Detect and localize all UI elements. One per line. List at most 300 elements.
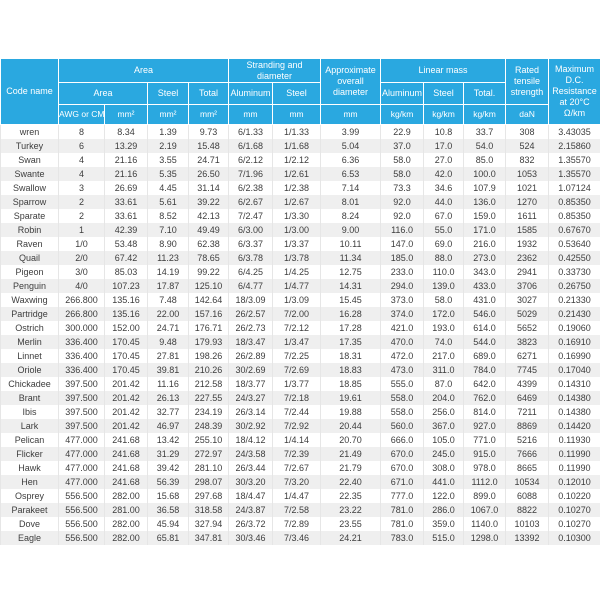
unit-area-aluminum: mm² [105,105,148,125]
cell-mass-total: 614.0 [464,321,506,335]
cell-mass-steel: 42.0 [424,167,464,181]
cell-stranding-aluminum: 24/3.27 [229,391,273,405]
cell-size-awg-or-cm: 3 [59,181,105,195]
cell-mass-steel: 105.0 [424,433,464,447]
header-overall-diameter: Approximate overall diameter [321,59,381,105]
cell-mass-aluminum: 560.0 [381,419,424,433]
unit-area-total: mm² [189,105,229,125]
cell-mass-steel: 172.0 [424,307,464,321]
cell-max-dc-resistance: 0.21330 [549,293,600,307]
cell-code-name: Turkey [1,139,59,153]
cell-area-aluminum: 21.16 [105,167,148,181]
cell-code-name: Swallow [1,181,59,195]
cell-mass-steel: 308.0 [424,461,464,475]
cell-code-name: Hen [1,475,59,489]
cell-rated-tensile-strength: 10103 [506,517,549,531]
cell-stranding-aluminum: 6/2.67 [229,195,273,209]
cell-max-dc-resistance: 0.14420 [549,419,600,433]
cell-area-steel: 45.94 [148,517,189,531]
cell-area-steel: 8.90 [148,237,189,251]
cell-stranding-aluminum: 26/3.44 [229,461,273,475]
cell-mass-total: 107.9 [464,181,506,195]
cell-code-name: wren [1,125,59,140]
cell-size-awg-or-cm: 397.500 [59,377,105,391]
table-row [1,391,600,405]
cell-rated-tensile-strength: 8822 [506,503,549,517]
cell-area-aluminum: 107.23 [105,279,148,293]
cell-mass-total: 915.0 [464,447,506,461]
cell-stranding-aluminum: 6/1.68 [229,139,273,153]
cell-mass-steel: 122.0 [424,489,464,503]
cell-size-awg-or-cm: 397.500 [59,391,105,405]
cell-stranding-aluminum: 26/2.57 [229,307,273,321]
cell-area-aluminum: 241.68 [105,475,148,489]
cell-code-name: Hawk [1,461,59,475]
cell-area-steel: 7.10 [148,223,189,237]
cell-area-steel: 65.81 [148,531,189,545]
cell-max-dc-resistance: 2.15860 [549,139,600,153]
cell-area-total: 42.13 [189,209,229,223]
cell-mass-steel: 10.8 [424,125,464,140]
cell-rated-tensile-strength: 10534 [506,475,549,489]
header-area-sub: Area [59,83,148,105]
cell-rated-tensile-strength: 308 [506,125,549,140]
cell-stranding-steel: 1/4.77 [273,279,321,293]
cell-overall-diameter: 22.40 [321,475,381,489]
cell-max-dc-resistance: 0.14380 [549,405,600,419]
cell-area-aluminum: 135.16 [105,307,148,321]
cell-max-dc-resistance: 0.53640 [549,237,600,251]
cell-area-total: 227.55 [189,391,229,405]
cell-overall-diameter: 18.85 [321,377,381,391]
cell-stranding-steel: 7/3.46 [273,531,321,545]
cell-area-total: 15.48 [189,139,229,153]
cell-mass-total: 216.0 [464,237,506,251]
cell-area-aluminum: 241.68 [105,433,148,447]
cell-stranding-aluminum: 26/3.14 [229,405,273,419]
cell-mass-steel: 311.0 [424,363,464,377]
cell-area-aluminum: 13.29 [105,139,148,153]
cell-area-total: 210.26 [189,363,229,377]
cell-max-dc-resistance: 0.33730 [549,265,600,279]
cell-mass-total: 814.0 [464,405,506,419]
cell-area-steel: 1.39 [148,125,189,140]
cell-mass-aluminum: 37.0 [381,139,424,153]
cell-stranding-steel: 7/2.89 [273,517,321,531]
cell-stranding-steel: 7/2.69 [273,363,321,377]
cell-mass-total: 978.0 [464,461,506,475]
cell-overall-diameter: 12.75 [321,265,381,279]
cell-stranding-aluminum: 6/4.25 [229,265,273,279]
cell-mass-aluminum: 58.0 [381,153,424,167]
unit-overall-diameter: mm [321,105,381,125]
cell-overall-diameter: 20.70 [321,433,381,447]
cell-max-dc-resistance: 1.35570 [549,167,600,181]
cell-max-dc-resistance: 0.85350 [549,209,600,223]
cell-mass-aluminum: 777.0 [381,489,424,503]
cell-mass-total: 85.0 [464,153,506,167]
cell-area-aluminum: 21.16 [105,153,148,167]
cell-stranding-steel: 7/2.58 [273,503,321,517]
cell-overall-diameter: 23.55 [321,517,381,531]
cell-mass-total: 1112.0 [464,475,506,489]
cell-mass-aluminum: 233.0 [381,265,424,279]
header-linear-mass-group: Linear mass [381,59,506,83]
cell-area-steel: 7.48 [148,293,189,307]
cell-area-steel: 4.45 [148,181,189,195]
cell-code-name: Penguin [1,279,59,293]
cell-mass-aluminum: 373.0 [381,293,424,307]
cell-stranding-aluminum: 24/3.87 [229,503,273,517]
cell-rated-tensile-strength: 5652 [506,321,549,335]
cell-mass-aluminum: 670.0 [381,461,424,475]
cell-stranding-steel: 7/2.25 [273,349,321,363]
cell-stranding-steel: 1/4.47 [273,489,321,503]
cell-stranding-aluminum: 18/3.47 [229,335,273,349]
header-mass-total: Total. [464,83,506,105]
cell-area-steel: 31.29 [148,447,189,461]
cell-mass-steel: 58.0 [424,293,464,307]
cell-stranding-steel: 1/2.12 [273,153,321,167]
table-row [1,405,600,419]
header-row-groups [1,59,600,83]
cell-overall-diameter: 22.35 [321,489,381,503]
cell-size-awg-or-cm: 397.500 [59,405,105,419]
cell-max-dc-resistance: 0.10220 [549,489,600,503]
cell-rated-tensile-strength: 7211 [506,405,549,419]
cell-mass-total: 433.0 [464,279,506,293]
cell-area-aluminum: 85.03 [105,265,148,279]
cell-area-steel: 15.68 [148,489,189,503]
cell-mass-total: 546.0 [464,307,506,321]
cell-code-name: Parakeet [1,503,59,517]
cell-overall-diameter: 8.01 [321,195,381,209]
cell-max-dc-resistance: 0.67670 [549,223,600,237]
table-row [1,433,600,447]
cell-area-aluminum: 282.00 [105,489,148,503]
header-area-total: Total [189,83,229,105]
table-row [1,279,600,293]
cell-max-dc-resistance: 0.19060 [549,321,600,335]
cell-mass-aluminum: 73.3 [381,181,424,195]
cell-size-awg-or-cm: 477.000 [59,447,105,461]
cell-stranding-steel: 1/2.67 [273,195,321,209]
cell-rated-tensile-strength: 832 [506,153,549,167]
cell-area-aluminum: 201.42 [105,419,148,433]
cell-code-name: Partridge [1,307,59,321]
cell-rated-tensile-strength: 3706 [506,279,549,293]
cell-mass-aluminum: 472.0 [381,349,424,363]
cell-code-name: Merlin [1,335,59,349]
cell-stranding-aluminum: 6/2.12 [229,153,273,167]
cell-area-total: 157.16 [189,307,229,321]
cell-area-aluminum: 201.42 [105,377,148,391]
table-row [1,447,600,461]
cell-mass-total: 343.0 [464,265,506,279]
cell-overall-diameter: 17.35 [321,335,381,349]
cell-area-steel: 11.23 [148,251,189,265]
cell-area-total: 347.81 [189,531,229,545]
cell-area-total: 327.94 [189,517,229,531]
cell-max-dc-resistance: 0.26750 [549,279,600,293]
cell-size-awg-or-cm: 266.800 [59,307,105,321]
cell-mass-total: 899.0 [464,489,506,503]
cell-stranding-steel: 7/2.00 [273,307,321,321]
cell-mass-aluminum: 670.0 [381,447,424,461]
cell-area-steel: 36.58 [148,503,189,517]
cell-mass-steel: 88.0 [424,251,464,265]
cell-max-dc-resistance: 3.43035 [549,125,600,140]
table-row [1,139,600,153]
cell-overall-diameter: 14.31 [321,279,381,293]
cell-mass-aluminum: 294.0 [381,279,424,293]
cell-mass-total: 273.0 [464,251,506,265]
cell-area-total: 49.49 [189,223,229,237]
cell-rated-tensile-strength: 5029 [506,307,549,321]
cell-mass-aluminum: 783.0 [381,531,424,545]
unit-stranding-aluminum: mm [229,105,273,125]
cell-mass-aluminum: 374.0 [381,307,424,321]
table-row [1,419,600,433]
cell-mass-aluminum: 421.0 [381,321,424,335]
cell-mass-total: 136.0 [464,195,506,209]
cell-overall-diameter: 18.83 [321,363,381,377]
cell-stranding-steel: 7/2.44 [273,405,321,419]
cell-code-name: Raven [1,237,59,251]
cell-mass-total: 642.0 [464,377,506,391]
cell-mass-aluminum: 147.0 [381,237,424,251]
cell-overall-diameter: 21.79 [321,461,381,475]
header-code-name: Code name [1,59,59,125]
table-row [1,363,600,377]
cell-area-aluminum: 282.00 [105,531,148,545]
cell-mass-total: 689.0 [464,349,506,363]
cell-rated-tensile-strength: 13392 [506,531,549,545]
cell-size-awg-or-cm: 4/0 [59,279,105,293]
cell-mass-total: 784.0 [464,363,506,377]
cell-code-name: Lark [1,419,59,433]
cell-area-aluminum: 152.00 [105,321,148,335]
cell-mass-total: 1067.0 [464,503,506,517]
cell-area-total: 125.10 [189,279,229,293]
cell-stranding-aluminum: 30/2.69 [229,363,273,377]
cell-area-total: 31.14 [189,181,229,195]
cell-code-name: Osprey [1,489,59,503]
cell-area-steel: 5.61 [148,195,189,209]
table-row [1,517,600,531]
cell-area-steel: 11.16 [148,377,189,391]
table-row [1,167,600,181]
cell-mass-steel: 34.6 [424,181,464,195]
cell-stranding-steel: 1/3.09 [273,293,321,307]
cell-code-name: Dove [1,517,59,531]
cell-overall-diameter: 23.22 [321,503,381,517]
cell-size-awg-or-cm: 1/0 [59,237,105,251]
cell-stranding-aluminum: 18/4.47 [229,489,273,503]
cell-mass-aluminum: 185.0 [381,251,424,265]
cell-stranding-aluminum: 26/3.72 [229,517,273,531]
cell-size-awg-or-cm: 336.400 [59,363,105,377]
cell-stranding-steel: 7/2.12 [273,321,321,335]
unit-stranding-steel: mm [273,105,321,125]
cell-size-awg-or-cm: 6 [59,139,105,153]
unit-area-steel: mm² [148,105,189,125]
cell-code-name: Pelican [1,433,59,447]
cell-area-total: 26.50 [189,167,229,181]
cell-mass-aluminum: 558.0 [381,405,424,419]
cell-area-aluminum: 26.69 [105,181,148,195]
cell-area-aluminum: 33.61 [105,209,148,223]
cell-stranding-steel: 1/4.14 [273,433,321,447]
cell-stranding-steel: 1/1.68 [273,139,321,153]
cell-area-aluminum: 241.68 [105,447,148,461]
cell-area-aluminum: 42.39 [105,223,148,237]
cell-mass-steel: 110.0 [424,265,464,279]
cell-code-name: Ostrich [1,321,59,335]
cell-overall-diameter: 6.53 [321,167,381,181]
table-row [1,181,600,195]
cell-stranding-steel: 1/2.38 [273,181,321,195]
cell-size-awg-or-cm: 397.500 [59,419,105,433]
header-stranding-steel: Steel [273,83,321,105]
cell-stranding-steel: 1/3.78 [273,251,321,265]
cell-code-name: Pigeon [1,265,59,279]
cell-area-steel: 56.39 [148,475,189,489]
cell-overall-diameter: 3.99 [321,125,381,140]
cell-area-aluminum: 53.48 [105,237,148,251]
header-mass-aluminum: Aluminum [381,83,424,105]
cell-mass-steel: 367.0 [424,419,464,433]
cell-size-awg-or-cm: 2/0 [59,251,105,265]
cell-area-total: 281.10 [189,461,229,475]
cell-area-aluminum: 170.45 [105,335,148,349]
cell-mass-total: 544.0 [464,335,506,349]
cell-overall-diameter: 24.21 [321,531,381,545]
unit-mass-aluminum: kg/km [381,105,424,125]
cell-stranding-aluminum: 26/2.73 [229,321,273,335]
cell-area-total: 179.93 [189,335,229,349]
cell-stranding-aluminum: 30/3.20 [229,475,273,489]
cell-mass-steel: 74.0 [424,335,464,349]
cell-area-steel: 14.19 [148,265,189,279]
cell-code-name: Sparate [1,209,59,223]
cell-rated-tensile-strength: 6469 [506,391,549,405]
table-row [1,265,600,279]
cell-max-dc-resistance: 0.42550 [549,251,600,265]
cell-size-awg-or-cm: 556.500 [59,517,105,531]
table-row [1,321,600,335]
conductor-spec-table [0,58,600,545]
cell-mass-aluminum: 666.0 [381,433,424,447]
cell-max-dc-resistance: 0.10270 [549,503,600,517]
cell-overall-diameter: 10.11 [321,237,381,251]
cell-mass-aluminum: 92.0 [381,195,424,209]
cell-stranding-aluminum: 6/2.38 [229,181,273,195]
cell-rated-tensile-strength: 2941 [506,265,549,279]
cell-stranding-aluminum: 7/2.47 [229,209,273,223]
cell-area-total: 298.07 [189,475,229,489]
cell-area-steel: 39.81 [148,363,189,377]
cell-max-dc-resistance: 0.17040 [549,363,600,377]
cell-area-steel: 9.48 [148,335,189,349]
cell-code-name: Swan [1,153,59,167]
cell-area-steel: 46.97 [148,419,189,433]
table-row [1,153,600,167]
cell-area-steel: 26.13 [148,391,189,405]
cell-stranding-aluminum: 24/3.58 [229,447,273,461]
header-area-group: Area [59,59,229,83]
cell-code-name: Linnet [1,349,59,363]
header-mass-steel: Steel [424,83,464,105]
cell-mass-steel: 44.0 [424,195,464,209]
table-row [1,223,600,237]
cell-stranding-steel: 1/4.25 [273,265,321,279]
cell-stranding-steel: 1/3.47 [273,335,321,349]
cell-rated-tensile-strength: 4399 [506,377,549,391]
cell-rated-tensile-strength: 1585 [506,223,549,237]
cell-rated-tensile-strength: 8665 [506,461,549,475]
cell-area-total: 9.73 [189,125,229,140]
cell-max-dc-resistance: 0.11990 [549,447,600,461]
unit-rated-tensile-strength: daN [506,105,549,125]
cell-mass-aluminum: 473.0 [381,363,424,377]
cell-mass-steel: 139.0 [424,279,464,293]
header-area-steel: Steel [148,83,189,105]
cell-area-total: 24.71 [189,153,229,167]
table-row [1,349,600,363]
cell-rated-tensile-strength: 3823 [506,335,549,349]
cell-max-dc-resistance: 0.14310 [549,377,600,391]
cell-area-aluminum: 33.61 [105,195,148,209]
cell-area-total: 39.22 [189,195,229,209]
cell-rated-tensile-strength: 1611 [506,209,549,223]
cell-size-awg-or-cm: 477.000 [59,461,105,475]
cell-overall-diameter: 16.28 [321,307,381,321]
cell-overall-diameter: 5.04 [321,139,381,153]
cell-area-steel: 8.52 [148,209,189,223]
cell-mass-steel: 359.0 [424,517,464,531]
cell-stranding-steel: 7/2.92 [273,419,321,433]
cell-area-aluminum: 201.42 [105,405,148,419]
cell-size-awg-or-cm: 2 [59,195,105,209]
cell-mass-aluminum: 781.0 [381,503,424,517]
cell-stranding-steel: 7/2.18 [273,391,321,405]
cell-mass-total: 1298.0 [464,531,506,545]
cell-stranding-aluminum: 18/3.77 [229,377,273,391]
cell-size-awg-or-cm: 336.400 [59,349,105,363]
cell-mass-steel: 193.0 [424,321,464,335]
cell-stranding-aluminum: 7/1.96 [229,167,273,181]
cell-max-dc-resistance: 0.14380 [549,391,600,405]
cell-overall-diameter: 21.49 [321,447,381,461]
cell-stranding-aluminum: 26/2.89 [229,349,273,363]
cell-stranding-aluminum: 30/2.92 [229,419,273,433]
cell-area-aluminum: 241.68 [105,461,148,475]
cell-mass-steel: 515.0 [424,531,464,545]
cell-size-awg-or-cm: 477.000 [59,433,105,447]
cell-area-steel: 27.81 [148,349,189,363]
table-row [1,475,600,489]
cell-area-steel: 2.19 [148,139,189,153]
cell-overall-diameter: 11.34 [321,251,381,265]
cell-area-total: 62.38 [189,237,229,251]
cell-rated-tensile-strength: 5216 [506,433,549,447]
cell-code-name: Waxwing [1,293,59,307]
cell-area-steel: 13.42 [148,433,189,447]
table-row [1,531,600,545]
cell-code-name: Eagle [1,531,59,545]
cell-rated-tensile-strength: 1021 [506,181,549,195]
